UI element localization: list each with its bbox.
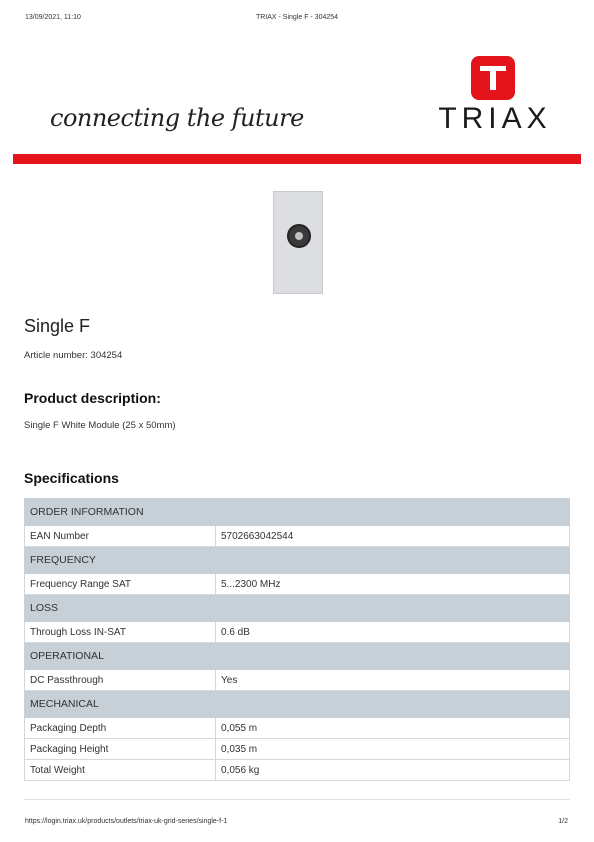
spec-value: 0,055 m: [216, 718, 570, 739]
triax-logo-wordmark: TRIAX: [438, 102, 552, 135]
spec-row: [25, 622, 570, 643]
spec-key: Packaging Depth: [25, 718, 216, 739]
spec-key: Packaging Height: [25, 739, 216, 760]
specifications-heading: Specifications: [24, 470, 119, 486]
spec-group-row: [25, 499, 570, 526]
spec-value: Yes: [216, 670, 570, 691]
spec-group-name: MECHANICAL: [25, 691, 570, 718]
spec-value: 5...2300 MHz: [216, 574, 570, 595]
print-timestamp: 13/09/2021, 11:10: [25, 14, 81, 21]
page-number: 1/2: [558, 818, 568, 825]
spec-row: [25, 739, 570, 760]
spec-value: 0,056 kg: [216, 760, 570, 781]
spec-group-row: [25, 595, 570, 622]
spec-row: [25, 574, 570, 595]
spec-group-row: [25, 691, 570, 718]
article-number-label: Article number:: [24, 350, 88, 361]
spec-key: DC Passthrough: [25, 670, 216, 691]
spec-group-name: FREQUENCY: [25, 547, 570, 574]
article-number: [24, 350, 122, 361]
f-connector-icon: [287, 224, 311, 248]
print-header: [0, 14, 594, 26]
spec-value: 5702663042544: [216, 526, 570, 547]
spec-key: Through Loss IN-SAT: [25, 622, 216, 643]
footer-divider: [24, 799, 570, 800]
spec-group-row: [25, 547, 570, 574]
spec-value: 0,035 m: [216, 739, 570, 760]
spec-key: EAN Number: [25, 526, 216, 547]
spec-group-name: ORDER INFORMATION: [25, 499, 570, 526]
brand-divider: [13, 154, 581, 164]
spec-key: Total Weight: [25, 760, 216, 781]
article-number-value: 304254: [90, 350, 123, 361]
triax-logo-icon: [471, 56, 515, 100]
print-title: TRIAX - Single F - 304254: [255, 14, 339, 21]
page-url[interactable]: https://login.triax.uk/products/outlets/triax-uk-grid-series/single-f-1: [25, 818, 228, 825]
triax-logo: [420, 56, 570, 141]
product-title: Single F: [24, 316, 91, 336]
description-heading: Product description:: [24, 390, 161, 406]
tagline: connecting the future: [50, 104, 304, 132]
spec-group-row: [25, 643, 570, 670]
spec-row: [25, 670, 570, 691]
product-image: [273, 191, 323, 294]
spec-group-name: OPERATIONAL: [25, 643, 570, 670]
spec-value: 0.6 dB: [216, 622, 570, 643]
spec-key: Frequency Range SAT: [25, 574, 216, 595]
spec-row: [25, 718, 570, 739]
description-text: Single F White Module (25 x 50mm): [24, 420, 176, 431]
spec-row: [25, 526, 570, 547]
specifications-table: [24, 498, 570, 781]
spec-group-name: LOSS: [25, 595, 570, 622]
spec-row: [25, 760, 570, 781]
